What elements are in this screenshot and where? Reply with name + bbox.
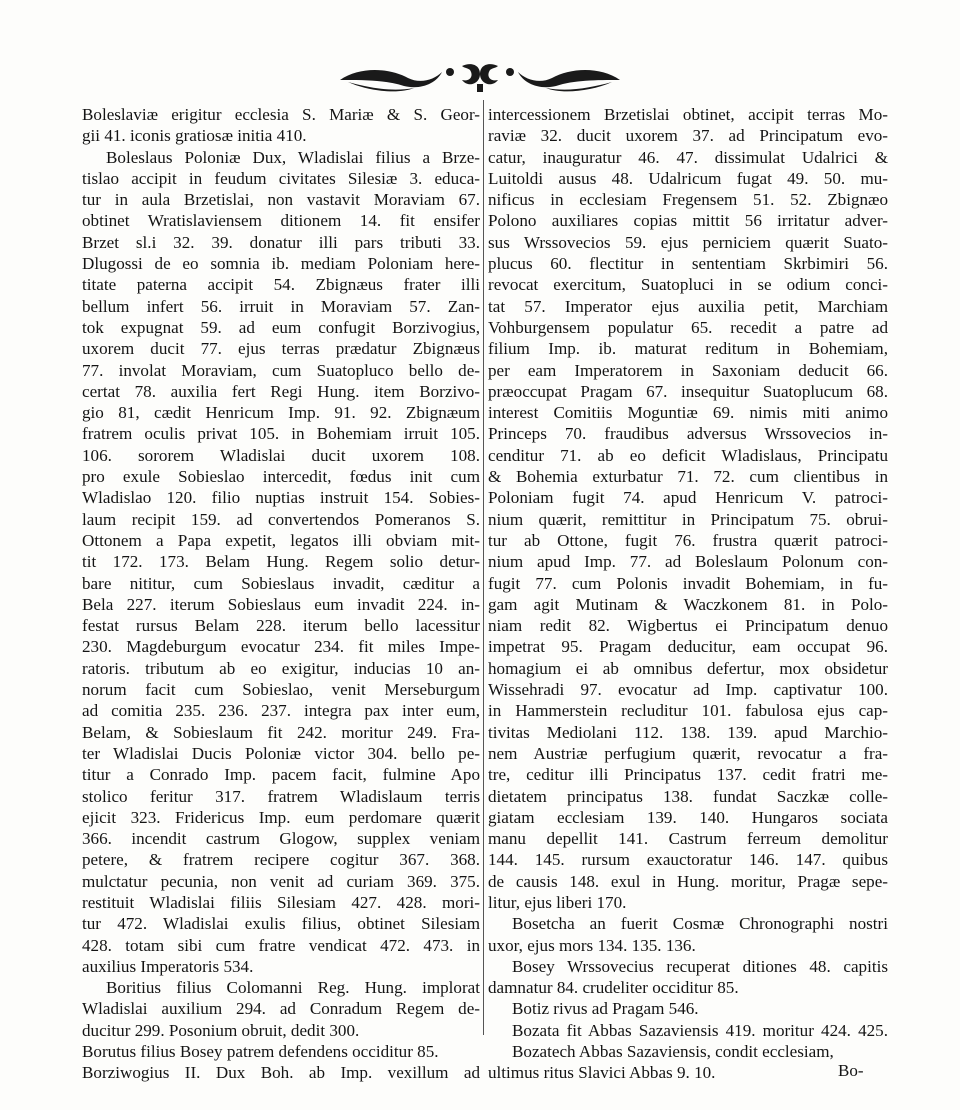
index-line: tivitas Mediolani 112. 138. 139. apud Marchio- [488, 722, 888, 742]
index-line: Botiz rivus ad Pragam 546. [512, 999, 699, 1019]
index-line: sus Wrssovecios 59. ejus perniciem quærit Suato- [488, 232, 888, 252]
index-line: Wissehradi 97. evocatur ad Imp. captivatur 100. [488, 680, 888, 700]
index-line: homagium ei ab omnibus defertur, mox obsidetur [488, 658, 888, 678]
index-line: giatam ecclesiam 139. 140. Hungaros sociata [488, 807, 888, 827]
index-line: Bela 227. iterum Sobieslaus eum invadit 224. in- [82, 594, 480, 614]
index-line: Bozata fit Abbas Sazaviensis 419. moritur 424. 425. [512, 1020, 888, 1040]
index-line: Vohburgensem populatur 65. recedit a patre ad [488, 317, 888, 337]
index-line: stolico feritur 317. fratrem Wladislaum terris [82, 786, 480, 806]
index-line: raviæ 32. ducit uxorem 37. ad Principatum evo- [488, 126, 888, 146]
index-line: mulctatur pecunia, non venit ad curiam 369. 375. [82, 871, 480, 891]
index-line: Boritius filius Colomanni Reg. Hung. implorat [106, 978, 480, 998]
index-line: gii 41. iconis gratiosæ initia 410. [82, 126, 307, 146]
left-column [82, 104, 480, 1084]
index-line: Polono auxiliares copias mittit 56 irritatur adver- [488, 211, 888, 231]
index-line: Luitoldi ausus 48. Udalricum fugat 49. 50. mu- [488, 168, 888, 188]
index-line: interest Comitiis Moguntiæ 69. nimis miti animo [488, 403, 888, 423]
index-line: Belam, & Sobieslaum fit 242. moritur 249. Fra- [82, 722, 480, 742]
index-line: revocat exercitum, Suatopluci in se odium conci- [488, 275, 888, 295]
index-line: certat 78. auxilia fert Regi Hung. item Borzivo- [82, 381, 480, 401]
index-line: uxor, ejus mors 134. 135. 136. [488, 935, 696, 955]
index-line: ducitur 299. Posonium obruit, dedit 300. [82, 1020, 360, 1040]
index-line: Ottonem a Papa expetit, legatos illi obviam mit- [82, 530, 480, 550]
index-line: gio 81, cædit Henricum Imp. 91. 92. Zbignæum [82, 403, 480, 423]
index-line: litur, ejus liberi 170. [488, 892, 627, 912]
index-line: ultimus ritus Slavici Abbas 9. 10. [488, 1063, 716, 1083]
right-column [488, 104, 888, 1084]
index-line: ter Wladislai Ducis Poloniæ victor 304. bello pe- [82, 743, 480, 763]
index-line: 366. incendit castrum Glogow, supplex veniam [82, 829, 480, 849]
index-line: petere, & fratrem recipere cogitur 367. 368. [82, 850, 480, 870]
index-line: impetrat 95. Pragam deducitur, eam occupat 96. [488, 637, 888, 657]
index-line: nium apud Imp. 77. ad Boleslaum Polonum con- [488, 552, 888, 572]
index-line: plucus 60. flectitur in sententiam Skrbimiri 56. [488, 254, 888, 274]
index-line: restituit Wladislai filiis Silesiam 427. 428. mori- [82, 892, 480, 912]
index-line: fugit 77. cum Polonis invadit Bohemiam, in fu- [488, 573, 888, 593]
index-line: Bosetcha an fuerit Cosmæ Chronographi nostri [512, 914, 888, 934]
index-line: nificus in ecclesiam Fregensem 51. 52. Zbignæo [488, 190, 888, 210]
index-line: tat 57. Imperator ejus auxilia petit, Marchiam [488, 296, 888, 316]
index-line: damnatur 84. crudeliter occiditur 85. [488, 978, 739, 998]
index-line: Bozatech Abbas Sazaviensis, condit ecclesiam, [512, 1042, 834, 1062]
index-line: 106. sororem Wladislai ducit uxorem 108. [82, 445, 480, 465]
index-line: tur ab Ottone, fugit 76. frustra quærit patroci- [488, 530, 888, 550]
index-line: titur a Conrado Imp. pacem facit, fulmine Apo [82, 765, 480, 785]
index-line: nium quærit, remittitur in Principatum 75. obrui- [488, 509, 888, 529]
index-line: fratrem oculis privat 105. in Bohemiam irruit 105. [82, 424, 480, 444]
index-line: tre, ceditur illi Principatus 137. cedit fratri me- [488, 765, 888, 785]
index-line: ad comitia 235. 236. 237. integra pax inter eum, [82, 701, 480, 721]
index-line: bellum infert 56. irruit in Moraviam 57. Zan- [82, 296, 480, 316]
index-line: tislao accipit in feudum civitates Silesiæ 3. educa- [82, 168, 480, 188]
index-line: Borutus filius Bosey patrem defendens occiditur 85. [82, 1042, 439, 1062]
index-line: laum recipit 159. ad convertendos Pomeranos S. [82, 509, 480, 529]
index-line: cenditur 71. ab eo deficit Wladislaus, Principatu [488, 445, 888, 465]
index-line: per eam Imperatorem in Saxoniam deducit 66. [488, 360, 888, 380]
index-line: Bosey Wrssovecius recuperat ditiones 48. capitis [512, 956, 888, 976]
index-line: nem Austriæ perfugium quærit, revocatur a fra- [488, 743, 888, 763]
index-line: Princeps 70. fraudibus adversus Wrssovecios in- [488, 424, 888, 444]
index-line: intercessionem Brzetislai obtinet, accipit terras Mo- [488, 105, 888, 124]
printers-ornament [330, 58, 630, 96]
index-line: titate paterna accipit 54. Zbignæus frater illi [82, 275, 480, 295]
index-line: 77. involat Moraviam, cum Suatopluco bello de- [82, 360, 480, 380]
index-line: Borziwogius II. Dux Boh. ab Imp. vexillum ad [82, 1063, 480, 1083]
index-line: festat rursus Belam 228. iterum bello lacessitur [82, 616, 480, 636]
catchword: Bo- [838, 1061, 864, 1080]
index-line: tok expugnat 59. ad eum confugit Borzivogius, [82, 317, 480, 337]
index-line: Poloniam fugit 74. apud Henricum V. patroci- [488, 488, 888, 508]
index-line: Wladislai auxilium 294. ad Conradum Regem de- [82, 999, 480, 1019]
index-line: de causis 148. exul in Hung. moritur, Pragæ sepe- [488, 871, 888, 891]
index-line: ejicit 323. Fridericus Imp. eum perdomare quærit [82, 807, 480, 827]
index-line: præoccupat Pragam 67. insequitur Suatoplucum 68. [488, 381, 888, 401]
index-line: tur 472. Wladislai exulis filius, obtinet Silesiam [82, 914, 480, 934]
index-line: obtinet Wratislaviensem ditionem 14. fit ensifer [82, 211, 480, 231]
index-line: gam agit Mutinam & Waczkonem 81. in Polo- [488, 594, 888, 614]
index-line: 428. totam sibi cum fratre vendicat 472. 473. in [82, 935, 480, 955]
index-line: tit 172. 173. Belam Hung. Regem solio detur- [82, 552, 480, 572]
index-line: catur, inauguratur 46. 47. dissimulat Udalrici & [488, 147, 888, 167]
column-divider [483, 100, 484, 1035]
index-line: ratoris. tributum ab eo exigitur, inducias 10 an- [82, 658, 480, 678]
index-line: bare nititur, cum Sobieslaus invadit, cæditur a [82, 573, 480, 593]
index-line: tur in aula Brzetislai, non vastavit Moraviam 67. [82, 190, 480, 210]
index-line: manu depellit 141. Castrum ferreum demolitur [488, 829, 888, 849]
index-line: dietatem principatus 138. fundat Saczkæ colle- [488, 786, 888, 806]
index-line: 230. Magdeburgum evocatur 234. fit miles Impe- [82, 637, 480, 657]
index-line: niam redit 82. Wigbertus ei Principatum denuo [488, 616, 888, 636]
index-line: Dlugossi de eo somnia ib. mediam Poloniam here- [82, 254, 480, 274]
index-line: Brzet sl.i 32. 39. donatur illi pars tributi 33. [82, 232, 480, 252]
index-line: norum facit cum Sobieslao, venit Merseburgum [82, 680, 480, 700]
index-line: auxilius Imperatoris 534. [82, 956, 254, 976]
index-line: & Bohemia exturbatur 71. 72. cum clientibus in [488, 467, 888, 487]
index-line: Boleslaviæ erigitur ecclesia S. Mariæ & S. Geor- [82, 105, 480, 124]
index-line: in Hammerstein recluditur 101. fabulosa ejus cap- [488, 701, 888, 721]
index-line: Wladislao 120. filio nuptias instruit 154. Sobies- [82, 488, 480, 508]
index-line: pro exule Sobieslao intercedit, fœdus init cum [82, 467, 480, 487]
index-line: 144. 145. rursum exauctoratur 146. 147. quibus [488, 850, 888, 870]
index-line: uxorem ducit 77. ejus terras prædatur Zbignæus [82, 339, 480, 359]
index-line: filium Imp. ib. maturat reditum in Bohemiam, [488, 339, 888, 359]
index-line: Boleslaus Poloniæ Dux, Wladislai filius a Brze- [106, 147, 480, 167]
